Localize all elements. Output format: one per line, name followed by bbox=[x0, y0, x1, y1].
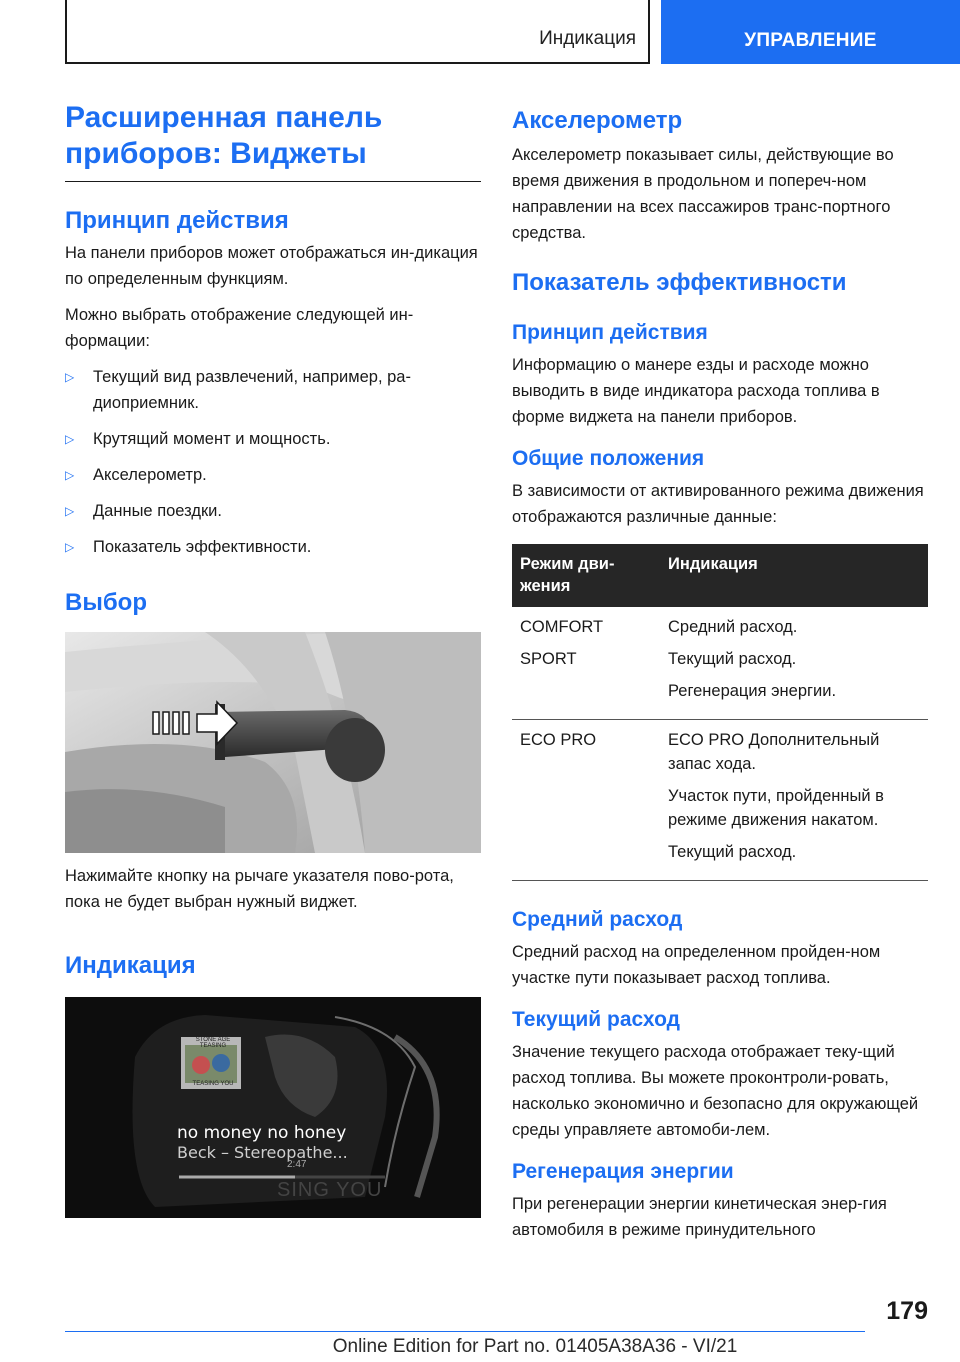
general-heading: Общие положения bbox=[512, 447, 705, 470]
triangle-bullet-icon: ▷ bbox=[65, 370, 75, 384]
page-title-line1: Расширенная панель bbox=[65, 101, 383, 134]
mode-cell bbox=[512, 607, 660, 720]
table-row bbox=[512, 720, 928, 881]
footer-rule bbox=[65, 1331, 865, 1332]
widget-display-photo bbox=[65, 997, 481, 1218]
track-time: 2:47 bbox=[287, 1159, 307, 1170]
display-cell bbox=[660, 720, 928, 881]
accelerometer-heading: Акселерометр bbox=[512, 107, 683, 134]
page-title-line2: приборов: Виджеты bbox=[65, 137, 367, 170]
selection-caption: Нажимайте кнопку на рычаге указателя пово-рота, пока не будет выбран нужный виджет. bbox=[65, 867, 454, 911]
mode-cell bbox=[512, 720, 660, 881]
triangle-bullet-icon: ▷ bbox=[65, 468, 75, 482]
header-chapter-tab[interactable] bbox=[661, 0, 960, 64]
driving-mode-table bbox=[512, 544, 928, 881]
footer-edition: Online Edition for Part no. 01405A38A36 - VI/21 bbox=[332, 1336, 738, 1357]
left-column bbox=[65, 100, 481, 1218]
mode-eco-pro: ECO PRO bbox=[520, 731, 597, 749]
display-item: ECO PRO Дополнительный запас хода. bbox=[668, 731, 880, 773]
header-section-label: Индикация bbox=[539, 28, 636, 49]
column-header-mode: Режим дви-жения bbox=[512, 544, 660, 607]
principle-paragraph-2: Можно выбрать отображение следующей ин-формации: bbox=[65, 306, 414, 350]
background-text: SING YOU bbox=[277, 1179, 383, 1201]
efficiency-principle-heading: Принцип действия bbox=[512, 321, 708, 344]
efficiency-heading: Показатель эффективности bbox=[512, 269, 847, 296]
triangle-bullet-icon: ▷ bbox=[65, 504, 75, 518]
list-item: ▷ Текущий вид развлечений, например, ра-диоприемник. bbox=[65, 364, 481, 416]
principle-paragraph-1: На панели приборов может отображаться ин-дикация по определенным функциям. bbox=[65, 244, 478, 288]
general-text: В зависимости от активированного режима движения отображаются различные данные: bbox=[512, 482, 924, 526]
average-consumption-text: Средний расход на определенном пройден-ном участке пути показывает расход топлива. bbox=[512, 943, 881, 987]
right-column bbox=[512, 106, 928, 1243]
header-chapter-label: УПРАВЛЕНИЕ bbox=[744, 30, 877, 51]
stalk-illustration-icon bbox=[65, 632, 481, 853]
track-artist: Beck – Stereopathe... bbox=[177, 1143, 348, 1162]
regeneration-heading: Регенерация энергии bbox=[512, 1160, 734, 1183]
list-item: ▷ Показатель эффективности. bbox=[65, 534, 481, 560]
table-row bbox=[512, 607, 928, 720]
triangle-bullet-icon: ▷ bbox=[65, 540, 75, 554]
display-item: Средний расход. bbox=[668, 618, 798, 636]
display-item: Текущий расход. bbox=[668, 650, 797, 668]
column-header-display: Индикация bbox=[660, 544, 928, 607]
title-rule bbox=[65, 181, 481, 182]
accelerometer-text: Акселерометр показывает силы, действующие во время движения в продольном и попереч-ном направлении на всех пассажиров транс-портного средства. bbox=[512, 146, 894, 242]
efficiency-principle-text: Информацию о манере езды и расходе можно выводить в виде индикатора расхода топлива в форме виджета на панели приборов. bbox=[512, 356, 880, 426]
display-cell bbox=[660, 607, 928, 720]
display-item: Участок пути, пройденный в режиме движения накатом. bbox=[668, 787, 884, 829]
mode-sport: SPORT bbox=[520, 650, 577, 668]
page-title bbox=[65, 100, 481, 172]
regeneration-text: При регенерации энергии кинетическая энер-гия автомобиля в режиме принудительного bbox=[512, 1195, 887, 1239]
feature-list bbox=[65, 364, 481, 560]
principle-heading: Принцип действия bbox=[65, 207, 289, 234]
triangle-bullet-icon: ▷ bbox=[65, 432, 75, 446]
display-heading: Индикация bbox=[65, 952, 196, 979]
album-title: STONE AGE TEASING bbox=[195, 1037, 231, 1049]
average-consumption-heading: Средний расход bbox=[512, 908, 683, 931]
list-item: ▷ Данные поездки. bbox=[65, 498, 481, 524]
table-header-row bbox=[512, 544, 928, 607]
list-item: ▷ Акселерометр. bbox=[65, 462, 481, 488]
selection-heading: Выбор bbox=[65, 589, 147, 616]
mode-comfort: COMFORT bbox=[520, 618, 604, 636]
display-item: Текущий расход. bbox=[668, 843, 797, 861]
current-consumption-text: Значение текущего расхода отображает теку-щий расход топлива. Вы можете проконтроли-ровать, насколько экономично и безопасно для окружающей среды управляете автомоби-лем. bbox=[512, 1043, 919, 1139]
cluster-frame-icon bbox=[65, 997, 481, 1218]
list-item: ▷ Крутящий момент и мощность. bbox=[65, 426, 481, 452]
turn-signal-stalk-photo bbox=[65, 632, 481, 853]
header-section-box bbox=[65, 0, 650, 64]
page-number: 179 bbox=[886, 1297, 928, 1325]
current-consumption-heading: Текущий расход bbox=[512, 1008, 680, 1031]
album-subtitle: TEASING YOU bbox=[192, 1081, 234, 1087]
track-title: no money no honey bbox=[177, 1123, 347, 1143]
display-item: Регенерация энергии. bbox=[668, 682, 837, 700]
